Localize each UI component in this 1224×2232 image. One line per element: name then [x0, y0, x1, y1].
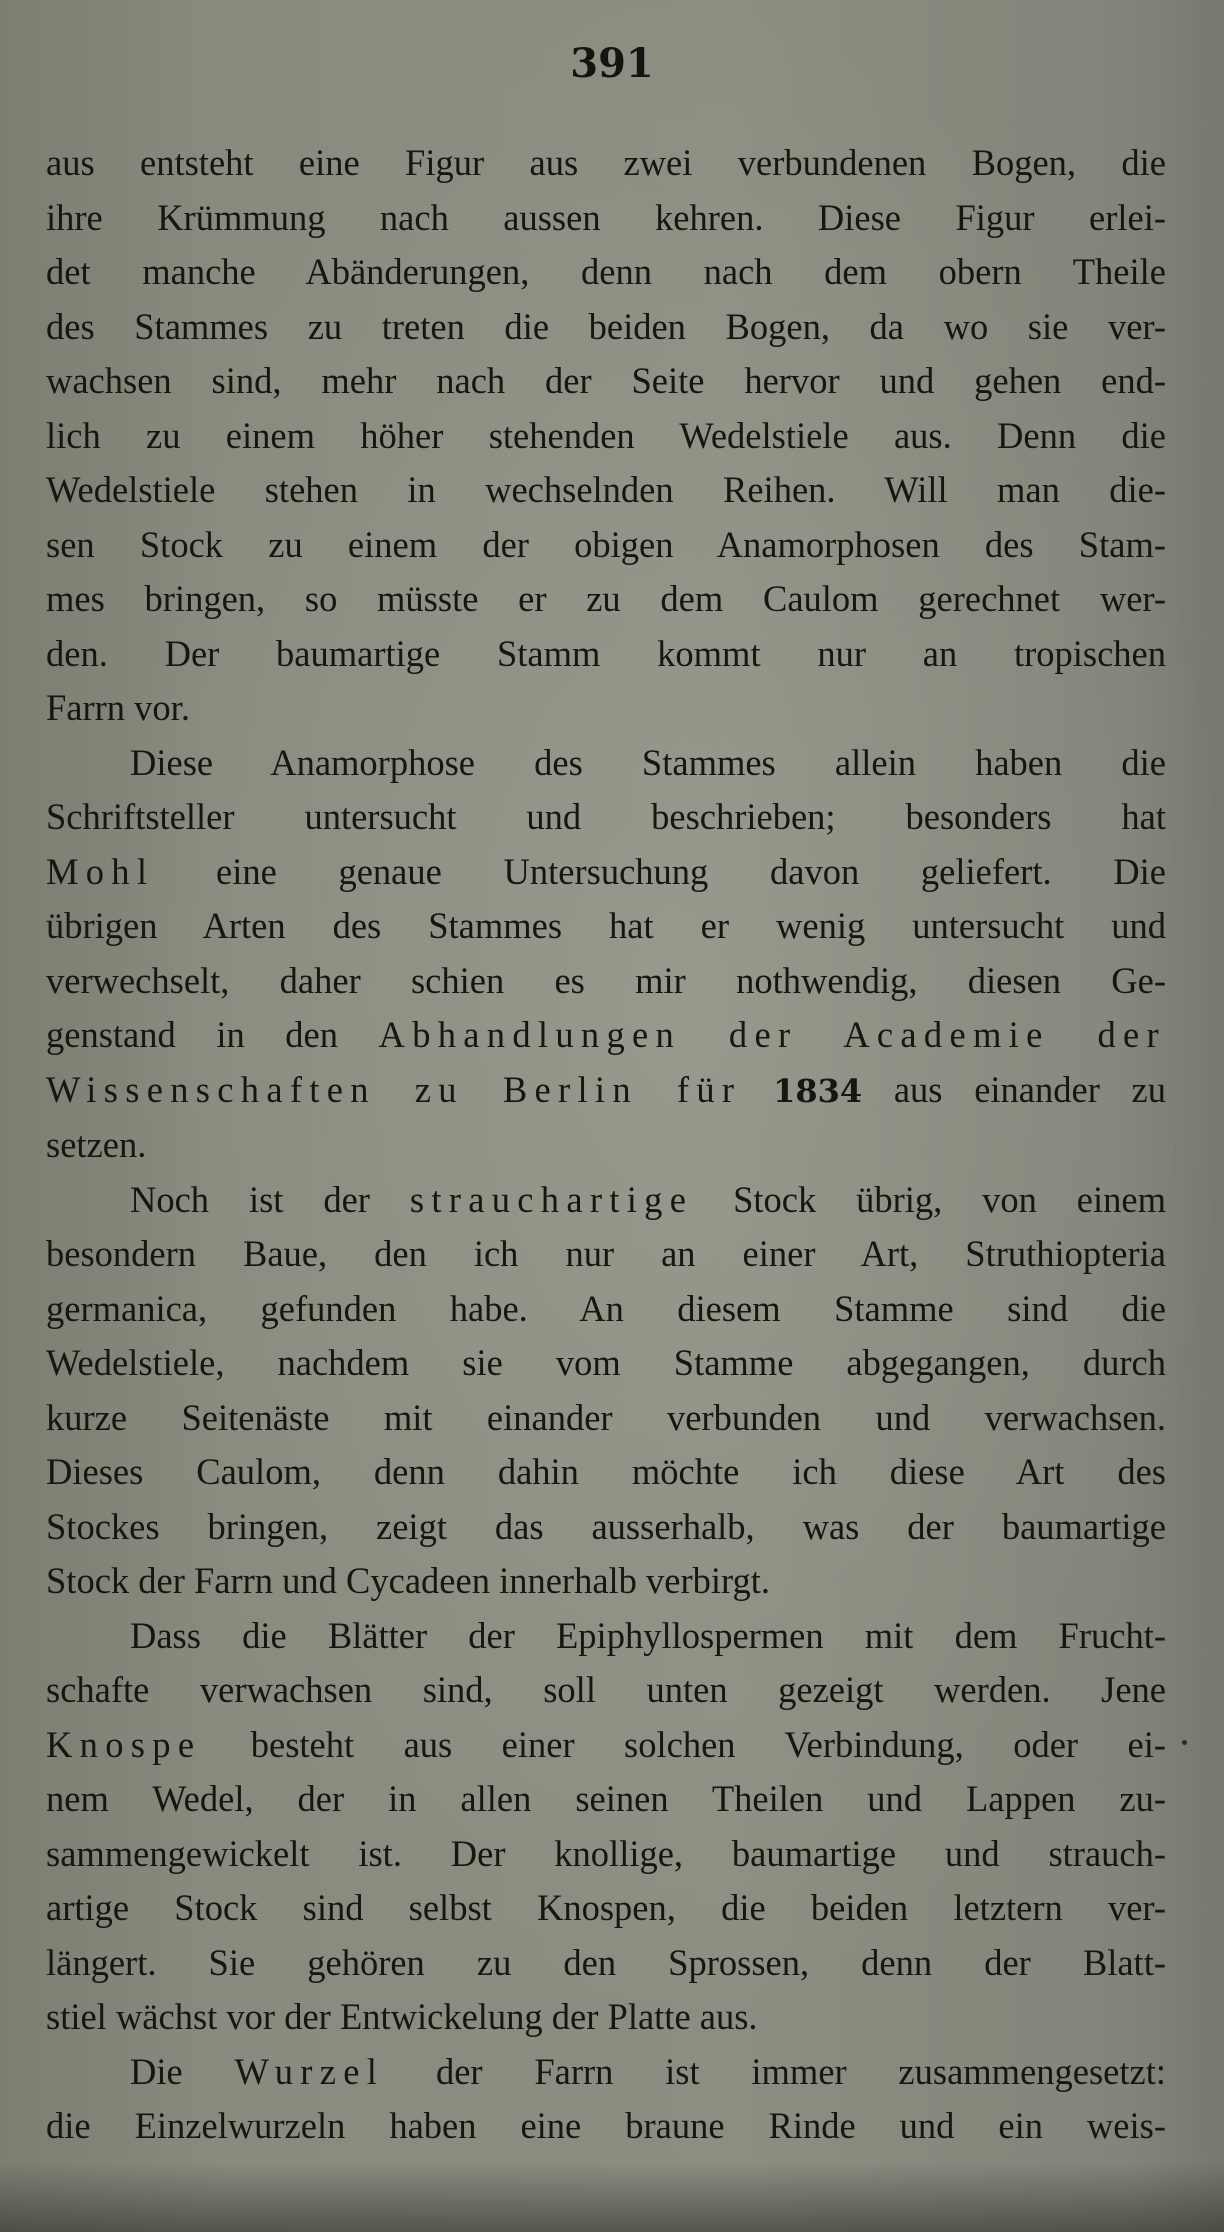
text-line: kurze Seitenäste mit einander verbunden und verwachsen.: [46, 1396, 1166, 1438]
spaced-term: Knospe: [46, 1723, 202, 1765]
spaced-term: Wurzel: [234, 2050, 385, 2092]
spaced-author-name: Mohl: [46, 850, 155, 892]
text-line: genstand in den Abhandlungen der Academie der: [46, 1014, 1166, 1055]
text-line: Wedelstiele stehen in wechselnden Reihen. Will man die-: [46, 469, 1166, 510]
spaced-title-text: Wissenschaften zu Berlin für: [46, 1068, 742, 1110]
year-number: 1834: [773, 1071, 863, 1110]
paragraph-start-line: Noch ist der strauchartige Stock übrig, von einem: [130, 1178, 1166, 1220]
paragraph-end-line: setzen.: [46, 1124, 147, 1165]
text-line: aus entsteht eine Figur aus zwei verbundenen Bogen, die: [46, 142, 1166, 183]
text-line: nem Wedel, der in allen seinen Theilen und Lappen zu-: [46, 1778, 1166, 1819]
paragraph-end-line: Stock der Farrn und Cycadeen innerhalb verbirgt.: [46, 1560, 771, 1601]
text-line: mes bringen, so müsste er zu dem Caulom gerechnet wer-: [46, 578, 1166, 619]
page-number: 391: [570, 40, 654, 87]
spaced-term: strauchartige: [409, 1178, 694, 1220]
text-line: Knospe besteht aus einer solchen Verbindung, oder ei-: [46, 1723, 1166, 1765]
text-line: Dieses Caulom, denn dahin möchte ich diese Art des: [46, 1451, 1166, 1492]
text-line: lich zu einem höher stehenden Wedelstiele aus. Denn die: [46, 414, 1166, 456]
text-line: Mohl eine genaue Untersuchung davon geliefert. Die: [46, 850, 1166, 892]
text-line: übrigen Arten des Stammes hat er wenig untersucht und: [46, 905, 1166, 946]
paragraph-start-line: Diese Anamorphose des Stammes allein haben die: [130, 741, 1166, 783]
paragraph-start-line: Dass die Blätter der Epiphyllospermen mit dem Frucht-: [130, 1614, 1166, 1656]
text-line: die Einzelwurzeln haben eine braune Rinde und ein weis-: [46, 2105, 1166, 2146]
text-line: Wedelstiele, nachdem sie vom Stamme abgegangen, durch: [46, 1342, 1166, 1383]
text-line: den. Der baumartige Stamm kommt nur an tropischen: [46, 632, 1166, 674]
text-line: verwechselt, daher schien es mir nothwendig, diesen Ge-: [46, 959, 1166, 1001]
text-line: det manche Abänderungen, denn nach dem obern Theile: [46, 251, 1166, 292]
text-line: germanica, gefunden habe. An diesem Stamme sind die: [46, 1287, 1166, 1329]
spaced-title-text: Abhandlungen der Academie der: [378, 1014, 1166, 1055]
text-line: Stockes bringen, zeigt das ausserhalb, was der baumartige: [46, 1505, 1166, 1547]
text-line: artige Stock sind selbst Knospen, die beiden letztern ver-: [46, 1887, 1166, 1928]
text-line: schafte verwachsen sind, soll unten gezeigt werden. Jene: [46, 1669, 1166, 1710]
body-text: [46, 136, 1166, 2154]
text-line: längert. Sie gehören zu den Sprossen, denn der Blatt-: [46, 1941, 1166, 1983]
ink-speck: [1182, 1740, 1187, 1745]
text-line: Schriftsteller untersucht und beschrieben; besonders hat: [46, 796, 1166, 837]
paragraph-end-line: Farrn vor.: [46, 687, 190, 728]
text-line: ihre Krümmung nach aussen kehren. Diese Figur erlei-: [46, 196, 1166, 238]
paragraph-end-line: stiel wächst vor der Entwickelung der Platte aus.: [46, 1996, 758, 2037]
text-line: wachsen sind, mehr nach der Seite hervor und gehen end-: [46, 360, 1166, 401]
text-line: besondern Baue, den ich nur an einer Art, Struthiopteria: [46, 1233, 1166, 1274]
text-line: sammengewickelt ist. Der knollige, baumartige und strauch-: [46, 1832, 1166, 1874]
text-line: Wissenschaften zu Berlin für 1834 aus einander zu: [46, 1068, 1167, 1110]
text-line: des Stammes zu treten die beiden Bogen, da wo sie ver-: [46, 305, 1166, 347]
text-line: sen Stock zu einem der obigen Anamorphosen des Stam-: [46, 523, 1166, 565]
paragraph-start-line: Die Wurzel der Farrn ist immer zusammengesetzt:: [130, 2050, 1167, 2092]
